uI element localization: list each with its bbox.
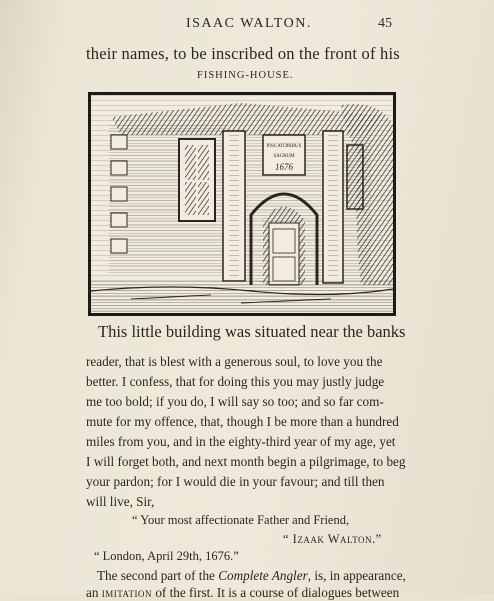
paragraph-line-2 [86, 585, 399, 601]
paragraph-text: of the first. It is a course of dialogues between [152, 585, 400, 600]
paragraph-text: , is, in appearance, [307, 568, 406, 583]
signature-closing: “ Your most affectionate Father and Friend, [132, 513, 350, 527]
letter-line: your pardon; for I would die in your favour; and till then [86, 474, 385, 489]
letter-line: I will forget both, and next month begin a pilgrimage, to beg [86, 454, 406, 469]
page-number: 45 [378, 16, 392, 31]
fishing-house-engraving [88, 92, 396, 316]
imitation-small-caps: imitation [101, 585, 153, 600]
book-title-italic: Complete Angler [218, 568, 308, 583]
paragraph-text: The second part of the [97, 568, 219, 583]
signature-date: “ London, April 29th, 1676.” [94, 549, 239, 563]
intro-line: their names, to be inscribed on the front of his [86, 44, 400, 63]
letter-line: better. I confess, that for doing this you may justly judge [86, 374, 385, 389]
inscription-year: 1676 [275, 162, 293, 172]
inscription-line-1: PISCATORIBUS [266, 144, 302, 149]
paragraph-line-1 [97, 568, 406, 584]
illustration-caption: FISHING-HOUSE. [197, 70, 294, 81]
letter-line: mute for my offence, that, though I be more than a hundred [86, 414, 399, 429]
letter-line: reader, that is blest with a generous soul, to love you the [86, 354, 383, 369]
running-head [0, 14, 494, 34]
building-line: This little building was situated near the banks [98, 322, 406, 341]
letter-line: me too bold; if you do, I will say so too; and so far com- [86, 394, 384, 409]
inscription-line-2: SACRUM [273, 154, 295, 159]
letter-line: miles from you, and in the eighty-third year of my age, yet [86, 434, 396, 449]
letter-line: will live, Sir, [86, 494, 155, 509]
paragraph-text: an [86, 585, 102, 600]
running-head-title: ISAAC WALTON. [186, 16, 312, 31]
signature-name: “ Izaak Walton.” [283, 532, 382, 546]
